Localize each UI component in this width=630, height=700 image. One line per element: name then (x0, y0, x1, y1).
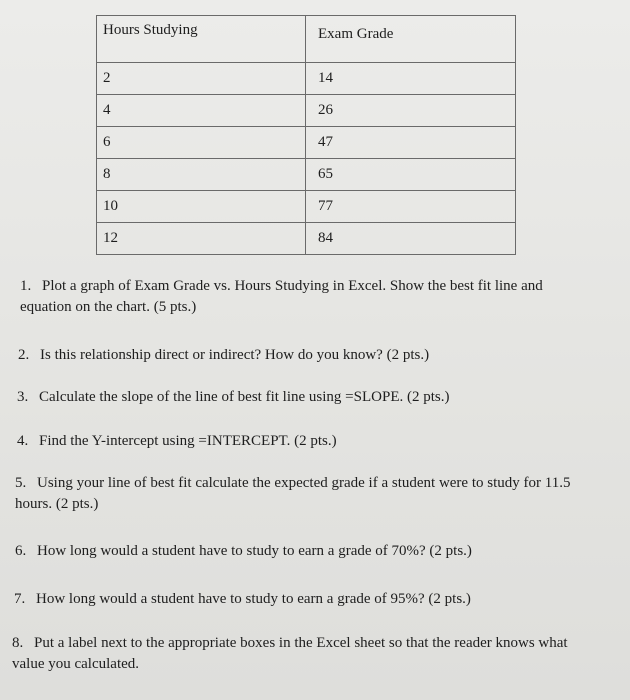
question-text: How long would a student have to study to earn a grade of 95%? (2 pts.) (36, 591, 471, 607)
question-number: 4. (17, 433, 29, 449)
table-header-row (97, 16, 516, 63)
question-7 (14, 589, 614, 610)
question-6 (15, 541, 615, 562)
question-2 (18, 345, 618, 366)
cell-hours: 8 (97, 159, 306, 191)
cell-grade: 65 (306, 159, 516, 191)
question-text-continued: hours. (2 pts.) (15, 496, 99, 512)
table-row (97, 159, 516, 191)
question-number: 7. (14, 591, 26, 607)
question-number: 8. (12, 635, 24, 651)
data-table (96, 15, 516, 255)
cell-grade: 14 (306, 63, 516, 95)
question-3 (17, 387, 617, 408)
question-text: How long would a student have to study to earn a grade of 70%? (2 pts.) (37, 543, 472, 559)
question-4 (17, 431, 617, 452)
question-text: Plot a graph of Exam Grade vs. Hours Studying in Excel. Show the best fit line and (42, 278, 543, 294)
table-row (97, 95, 516, 127)
question-text: Is this relationship direct or indirect? How do you know? (2 pts.) (40, 347, 430, 363)
cell-hours: 4 (97, 95, 306, 127)
question-text: Using your line of best fit calculate the expected grade if a student were to study for 11.5 (37, 475, 571, 491)
cell-grade: 47 (306, 127, 516, 159)
question-number: 2. (18, 347, 30, 363)
question-number: 3. (17, 389, 29, 405)
cell-grade: 84 (306, 223, 516, 255)
cell-grade: 26 (306, 95, 516, 127)
question-text: Calculate the slope of the line of best fit line using =SLOPE. (2 pts.) (39, 389, 450, 405)
question-1 (20, 276, 620, 318)
question-text-continued: equation on the chart. (5 pts.) (20, 299, 197, 315)
cell-hours: 6 (97, 127, 306, 159)
question-text: Find the Y-intercept using =INTERCEPT. (2 pts.) (39, 433, 337, 449)
cell-grade: 77 (306, 191, 516, 223)
table-row (97, 127, 516, 159)
table-row (97, 191, 516, 223)
header-exam-grade: Exam Grade (306, 16, 516, 63)
cell-hours: 10 (97, 191, 306, 223)
question-5 (15, 473, 627, 515)
question-number: 6. (15, 543, 27, 559)
cell-hours: 12 (97, 223, 306, 255)
question-number: 5. (15, 475, 27, 491)
question-text-continued: value you calculated. (12, 656, 140, 672)
table-row (97, 223, 516, 255)
header-hours-studying: Hours Studying (97, 16, 306, 63)
question-number: 1. (20, 278, 32, 294)
cell-hours: 2 (97, 63, 306, 95)
question-text: Put a label next to the appropriate boxes in the Excel sheet so that the reader knows what (34, 635, 568, 651)
table-row (97, 63, 516, 95)
question-8 (12, 633, 628, 675)
